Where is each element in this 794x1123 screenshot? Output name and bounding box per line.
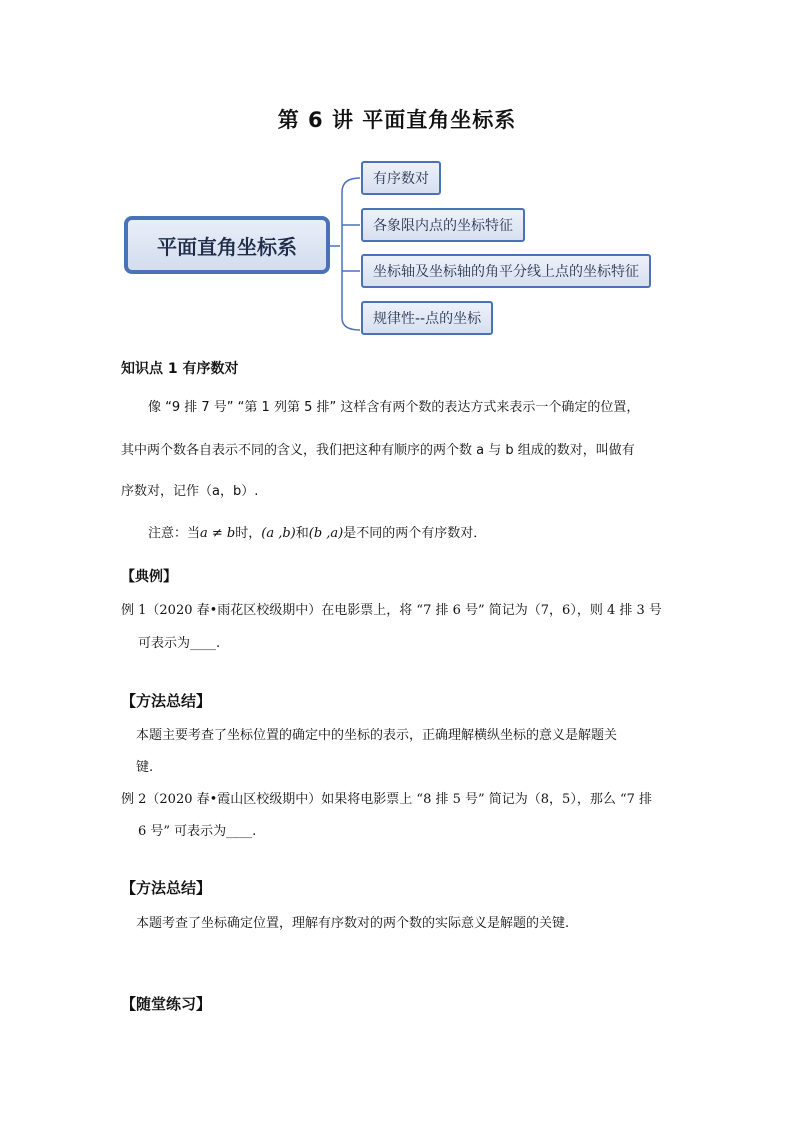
note-pair-1: (a ,b) xyxy=(261,526,296,541)
kp1-note xyxy=(148,524,486,544)
kp1-heading: 知识点 1 有序数对 xyxy=(121,361,239,377)
method-summary-1-line-1: 本题主要考查了坐标位置的确定中的坐标的表示，正确理解横纵坐标的意义是解题关 xyxy=(136,728,618,743)
mindmap-root: 平面直角坐标系 xyxy=(124,216,330,274)
method-summary-1-heading: 【方法总结】 xyxy=(121,692,212,710)
note-mid-2: 和 xyxy=(295,526,309,541)
note-suffix: 是不同的两个有序数对． xyxy=(343,526,487,541)
example-2-line-1: 例 2（2020 春•霞山区校级期中）如果将电影票上 “8 排 5 号” 简记为（8，5），那么 “7 排 xyxy=(121,792,653,807)
example-1-line-2: 可表示为____. xyxy=(138,636,221,651)
note-condition: a ≠ b xyxy=(200,526,236,541)
examples-heading: 【典例】 xyxy=(121,569,177,585)
note-prefix: 注意：当 xyxy=(148,526,201,541)
kp1-paragraph-line-1: 像 “9 排 7 号” “第 1 列第 5 排” 这样含有两个数的表达方式来表示一个确定的位置， xyxy=(148,400,640,415)
mindmap-node-quadrant-features: 各象限内点的坐标特征 xyxy=(361,208,525,242)
kp1-paragraph-line-2: 其中两个数各自表示不同的含义，我们把这种有顺序的两个数 a 与 b 组成的数对，叫做有 xyxy=(121,443,635,458)
method-summary-2-heading: 【方法总结】 xyxy=(121,879,212,897)
note-mid-1: 时， xyxy=(235,526,262,541)
method-summary-1-line-2: 键. xyxy=(136,760,154,775)
example-2-line-2: 6 号” 可表示为____. xyxy=(138,824,257,839)
example-1-line-1: 例 1（2020 春•雨花区校级期中）在电影票上，将 “7 排 6 号” 简记为（7，6），则 4 排 3 号 xyxy=(121,603,662,618)
mindmap-node-ordered-pair: 有序数对 xyxy=(361,161,441,195)
mindmap-node-pattern: 规律性--点的坐标 xyxy=(361,301,493,335)
mindmap-node-axis-features: 坐标轴及坐标轴的角平分线上点的坐标特征 xyxy=(361,254,651,288)
note-pair-2: (b ,a) xyxy=(308,526,344,541)
page-title: 第 6 讲 平面直角坐标系 xyxy=(277,108,517,132)
method-summary-2-line-1: 本题考查了坐标确定位置，理解有序数对的两个数的实际意义是解题的关键. xyxy=(136,916,570,931)
practice-heading: 【随堂练习】 xyxy=(121,995,212,1013)
kp1-paragraph-line-3: 序数对，记作（a，b）. xyxy=(121,484,259,499)
